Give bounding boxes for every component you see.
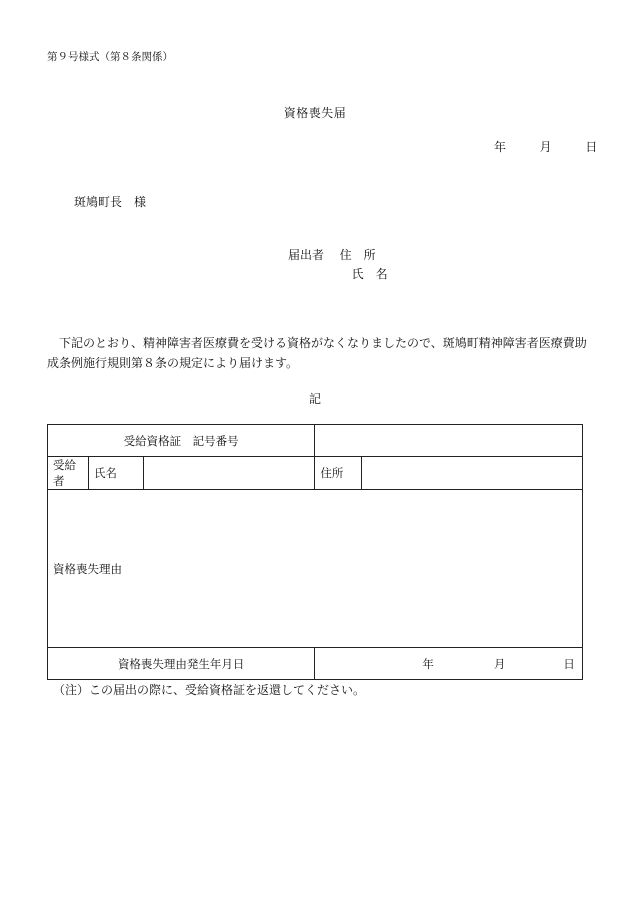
reporter-address-label: 住 所 (339, 248, 376, 262)
table-row (48, 648, 583, 680)
form-number: 第９号様式（第８条関係） (47, 51, 173, 63)
date-month: 月 (539, 140, 552, 154)
recipient-name-label: 氏名 (88, 457, 143, 490)
addressee-name: 斑鳩町長 (74, 195, 123, 209)
note: （注）この届出の際に、受給資格証を返還してください。 (53, 683, 366, 697)
table-row (48, 425, 583, 457)
addressee (74, 193, 146, 210)
document-title: 資格喪失届 (283, 106, 347, 120)
recipient-name-field[interactable] (143, 457, 315, 490)
reason-date-field[interactable] (315, 648, 583, 680)
form-table (47, 424, 583, 680)
reason-field[interactable] (48, 490, 583, 648)
reporter-label: 届出者 (288, 248, 325, 262)
recipient-label: 受給者 (48, 457, 89, 490)
reason-label: 資格喪失理由 (53, 561, 122, 576)
cert-number-label: 受給資格証 記号番号 (48, 425, 315, 457)
cert-number-field[interactable] (315, 425, 583, 457)
addressee-honorific: 様 (134, 195, 147, 209)
recipient-address-label: 住所 (315, 457, 362, 490)
reporter-name-label: 氏 名 (351, 267, 388, 281)
reason-date-day: 日 (563, 656, 575, 671)
table-row (48, 490, 583, 648)
reason-date-year: 年 (422, 656, 434, 671)
body-text: 下記のとおり、精神障害者医療費を受ける資格がなくなりましたので、斑鳩町精神障害者医療費助成条例施行規則第８条の規定により届けます。 (47, 336, 587, 370)
recipient-address-field[interactable] (362, 457, 583, 490)
table-row (48, 457, 583, 490)
date-year: 年 (494, 140, 507, 154)
reason-date-month: 月 (493, 656, 506, 671)
ki-heading: 記 (308, 392, 321, 406)
date-day: 日 (585, 140, 598, 154)
reason-date-label: 資格喪失理由発生年月日 (48, 648, 315, 680)
reporter-block (288, 246, 388, 284)
submission-date (494, 138, 597, 155)
